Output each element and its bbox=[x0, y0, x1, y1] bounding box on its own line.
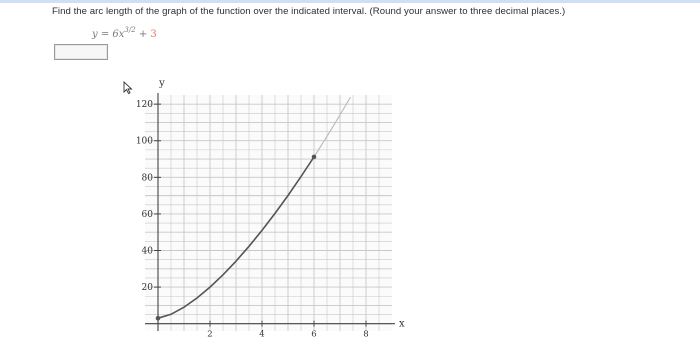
question-text: Find the arc length of the graph of the function over the indicated interval. (Round your answer to three decimal places.) bbox=[52, 6, 566, 17]
x-tick-label: 6 bbox=[311, 329, 317, 340]
interval-endpoint bbox=[312, 155, 317, 160]
y-tick-label: 80 bbox=[141, 173, 153, 184]
y-tick-label: 60 bbox=[141, 209, 153, 220]
function-constant: 3 bbox=[150, 29, 157, 40]
y-axis-label: y bbox=[159, 78, 165, 89]
plot-area bbox=[145, 95, 392, 331]
x-tick-label: 2 bbox=[207, 329, 213, 340]
function-prefix: y = 6x bbox=[92, 29, 125, 40]
interval-endpoint bbox=[156, 316, 161, 321]
x-axis-label: x bbox=[399, 318, 405, 330]
function-plus: + bbox=[138, 29, 148, 40]
y-tick-label: 40 bbox=[141, 246, 153, 257]
function-exponent: 3/2 bbox=[124, 26, 136, 34]
y-tick-label: 20 bbox=[141, 283, 153, 294]
y-tick-label: 100 bbox=[135, 136, 153, 147]
x-tick-label: 8 bbox=[363, 329, 369, 340]
y-tick-label: 120 bbox=[135, 100, 153, 111]
x-tick-label: 4 bbox=[259, 329, 265, 340]
